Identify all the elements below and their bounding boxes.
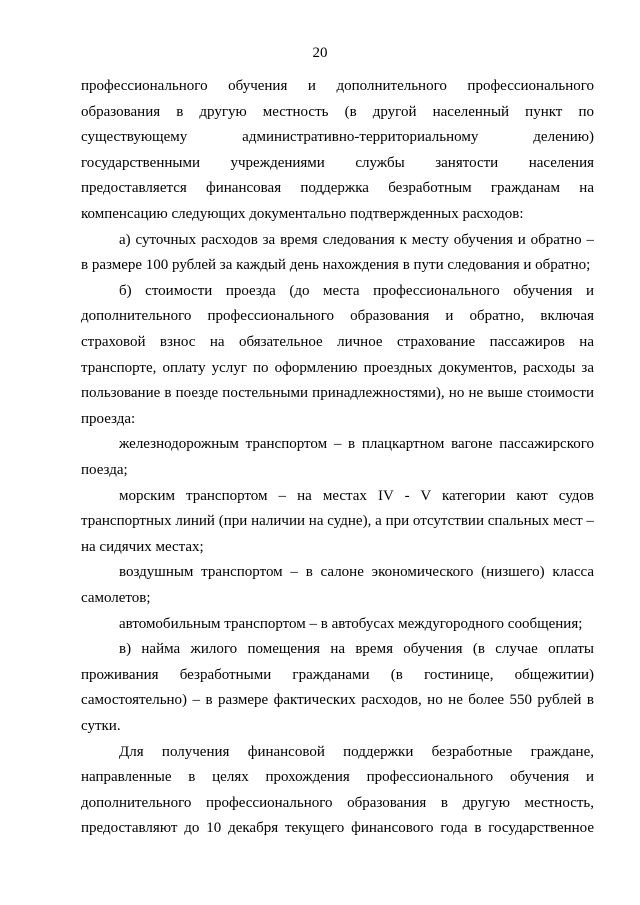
page-number: 20 [312, 45, 328, 61]
text-line: предоставляется финансовая поддержка безработным гражданам на [81, 180, 594, 196]
text-line: воздушным транспортом – в салоне экономического (низшего) класса [119, 564, 594, 580]
text-line: транспортных линий (при наличии на судне), а при отсутствии спальных мест – [81, 513, 594, 529]
text-line: автомобильным транспортом – в автобусах междугородного сообщения; [119, 616, 583, 632]
text-line: сутки. [81, 718, 121, 734]
text-line: пользование в поезде постельными принадлежностями), но не выше стоимости [81, 385, 594, 401]
text-line: самолетов; [81, 590, 151, 606]
text-line: компенсацию следующих документально подтвержденных расходов: [81, 206, 524, 222]
text-line: морским транспортом – на местах IV - V категории кают судов [119, 488, 594, 504]
text-line: Для получения финансовой поддержки безработные граждане, [119, 744, 594, 760]
text-line: существующему административно-территориальному делению) [81, 129, 594, 145]
text-line: поезда; [81, 462, 128, 478]
text-line: страховой взнос на обязательное личное страхование пассажиров на [81, 334, 594, 350]
text-line: а) суточных расходов за время следования к месту обучения и обратно – [119, 232, 594, 248]
text-line: б) стоимости проезда (до места профессионального обучения и [119, 283, 594, 299]
text-line: проезда: [81, 411, 136, 427]
text-line: предоставляют до 10 декабря текущего финансового года в государственное [81, 820, 594, 836]
text-line: образования в другую местность (в другой населенный пункт по [81, 104, 594, 120]
text-line: в размере 100 рублей за каждый день нахождения в пути следования и обратно; [81, 257, 591, 273]
text-line: на сидячих местах; [81, 539, 204, 555]
text-line: проживания безработными гражданами (в гостинице, общежитии) [81, 667, 594, 683]
text-line: профессионального обучения и дополнительного профессионального [81, 78, 594, 94]
text-line: самостоятельно) – в размере фактических расходов, но не более 550 рублей в [81, 692, 594, 708]
text-line: государственными учреждениями службы занятости населения [81, 155, 594, 171]
text-line: в) найма жилого помещения на время обучения (в случае оплаты [119, 641, 594, 657]
text-line: дополнительного профессионального образования в другую местность, [81, 795, 594, 811]
text-line: направленные в целях прохождения профессионального обучения и [81, 769, 594, 785]
text-line: железнодорожным транспортом – в плацкартном вагоне пассажирского [119, 436, 594, 452]
text-line: дополнительного профессионального образования и обратно, включая [81, 308, 594, 324]
text-line: транспорте, оплату услуг по оформлению проездных документов, расходы за [81, 360, 594, 376]
